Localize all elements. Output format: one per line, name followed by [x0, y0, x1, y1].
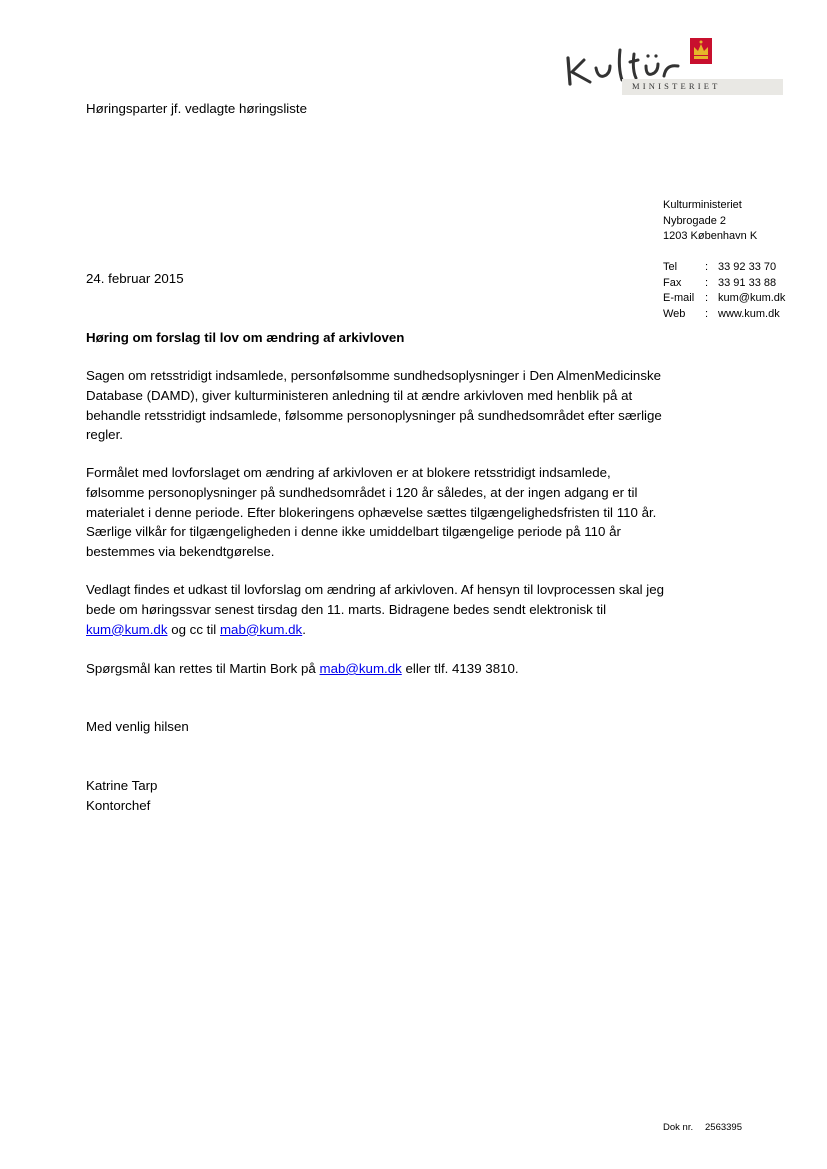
email-link-kum[interactable]: kum@kum.dk [86, 621, 168, 637]
paragraph-4 [86, 659, 672, 679]
contact-row-web [663, 307, 823, 323]
sender-name: Kulturministeriet [663, 199, 742, 211]
contact-value: 33 91 33 88 [718, 276, 777, 289]
sender-address [663, 198, 757, 245]
doc-number [663, 1122, 742, 1133]
letter-subject: Høring om forslag til lov om ændring af arkivloven [86, 330, 405, 345]
signature-name: Katrine Tarp [86, 778, 158, 793]
kultur-ministeriet-logo [560, 38, 785, 98]
doc-number-value: 2563395 [705, 1122, 742, 1133]
signature-title: Kontorchef [86, 797, 151, 813]
logo-band [622, 79, 783, 95]
contact-value: 33 92 33 70 [718, 261, 777, 273]
closing: Med venlig hilsen [86, 719, 189, 734]
contact-sep: : [705, 276, 709, 289]
contact-row-tel [663, 260, 823, 276]
contact-label: Fax [663, 276, 682, 289]
logo-subtitle: MINISTERIET [632, 81, 721, 91]
contact-label: Tel [663, 261, 678, 273]
paragraph-4-end: eller tlf. 4139 3810. [405, 661, 519, 676]
paragraph-3 [86, 580, 676, 639]
email-link-mab[interactable]: mab@kum.dk [219, 621, 303, 637]
contact-block [663, 260, 823, 322]
email-link-mab-2[interactable]: mab@kum.dk [319, 661, 402, 676]
doc-number-label: Dok nr. [663, 1122, 694, 1133]
sender-city: 1203 København K [663, 230, 758, 242]
recipient: Høringsparter jf. vedlagte høringsliste [86, 101, 307, 116]
signature [86, 776, 157, 816]
contact-sep: : [705, 292, 709, 304]
contact-sep: : [705, 261, 709, 273]
paragraph-4-text: Spørgsmål kan rettes til Martin Bork på [86, 661, 316, 676]
sender-street: Nybrogade 2 [663, 214, 726, 227]
contact-label: E-mail [663, 292, 695, 304]
paragraph-2: Formålet med lovforslaget om ændring af arkivloven er at blokere retsstridigt indsamlede, følsomme personoplysninger på sundhedsområdet i 120 år således, at der ingen adgang er til materialet i denne periode. Efter blokeringens ophævelse sættes tilgængelighedsfristen til 110 år. Særlige vilkår for tilgængeligheden i denne ikke umiddelbart tilgængelige periode på 110 år bestemmes via bekendtgørelse. [86, 465, 657, 560]
letter-date: 24. februar 2015 [86, 271, 184, 286]
contact-value: www.kum.dk [718, 307, 780, 320]
contact-value: kum@kum.dk [718, 292, 786, 304]
paragraph-3-mid: og cc til [171, 621, 217, 637]
paragraph-1: Sagen om retsstridigt indsamlede, personfølsomme sundhedsoplysninger i Den AlmenMedicinske Database (DAMD), giver kulturministeren anledning til at ændre arkivloven med henblik på at behandle retsstridigt indsamlede, følsomme personoplysninger på sundhedsområdet efter særlige regler. [86, 368, 662, 443]
paragraph-3-end: . [302, 621, 306, 637]
crown-icon [690, 38, 712, 64]
contact-sep: : [705, 307, 709, 320]
contact-row-fax [663, 276, 823, 292]
contact-row-email [663, 291, 823, 307]
contact-label: Web [663, 307, 686, 320]
paragraph-3-text: Vedlagt findes et udkast til lovforslag om ændring af arkivloven. Af hensyn til lovprocessen skal jeg bede om høringssvar senest tirsdag den 11. marts. Bidragene bedes sendt elektronisk til [86, 582, 664, 617]
